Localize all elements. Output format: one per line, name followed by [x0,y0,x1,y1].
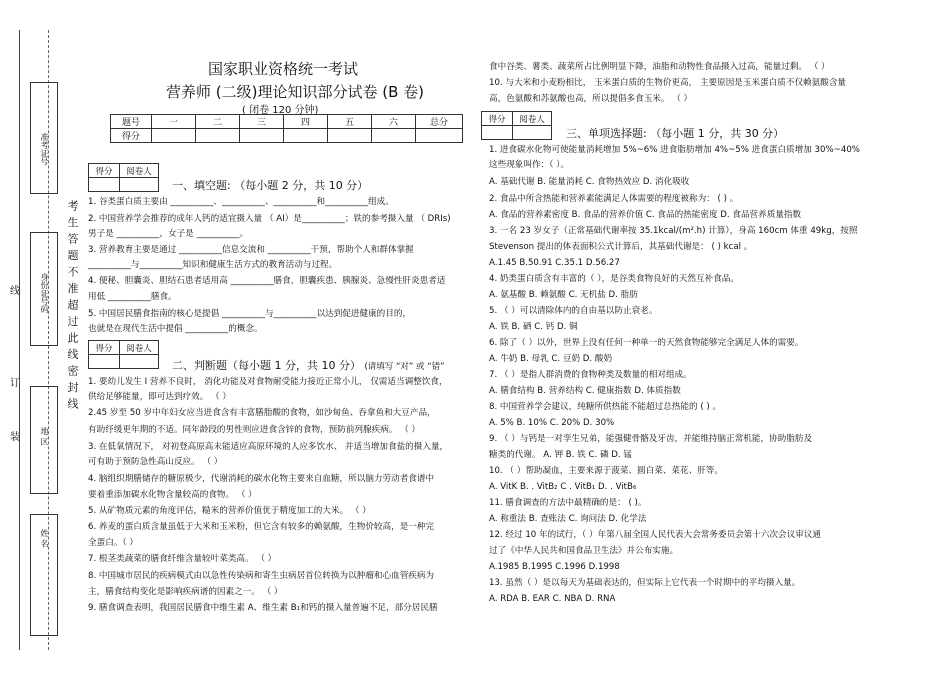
binding-strip [0,0,84,673]
grader-score-cell[interactable] [482,126,513,140]
score-table-score-row [111,129,463,143]
section-title-single-choice: 三、单项选择题: （每小题 1 分，共 30 分） [566,127,785,140]
score-table-header-row [111,115,463,129]
question-line: 可有助于预防急性高山反应。 （ ） [88,457,223,467]
score-cell[interactable] [328,129,372,143]
score-cell[interactable] [196,129,240,143]
exam-id-label: 准考证号 [40,133,49,165]
question-line: 12. 经过 10 年的试行，（ ）年第八届全国人民代表大会常务委员会第十六次会议审议通 [489,530,822,540]
question-line: 3. 在低氧情况下， 对初登高原高未能适应高原环境的人应多饮水、 并适当增加食盐的摄入量， [88,442,449,452]
grader-score-cell[interactable] [89,355,120,369]
score-cell[interactable] [416,129,463,143]
score-table [110,114,463,143]
name-label: 姓 名 [40,529,49,548]
question-line: A. RDA B. EAR C. NBA D. RNA [489,594,616,604]
grader-box [88,163,159,192]
question-line: 8. 中国城市居民的疾病模式由以急性传染病和寄生虫病居首位转换为以肿瘤和心血管疾病为 [88,571,435,581]
grader-name-cell[interactable] [513,126,552,140]
question-line: 3. 一名 23 岁女子（正常基础代谢率按 35.1kcal/(m².h) 计算），身高 160cm 体重 49kg，按照 [489,226,858,236]
question-line: 11. 膳食调查的方法中最精确的是： ( )。 [489,498,647,508]
grader-box [88,340,159,369]
question-line: 3. 营养教育主要是通过 __________信息交流和 __________干预，帮助个人和群体掌握 [88,245,414,255]
question-line: A. 5% B. 10% C. 20% D. 30% [489,418,615,428]
page-title: 国家职业资格统一考试 [208,60,359,78]
question-line: 1. 谷类蛋白质主要由 __________、__________、__________和__________组成。 [88,197,394,207]
cut-char-bind: 订 [10,378,20,389]
grader-score-label: 得分 [482,112,513,126]
question-line: 有助纾缓更年期的不适。同年龄段的男性则应进食含锌的食物，预防前列腺疾病。 （ ） [88,425,421,435]
score-cell[interactable] [372,129,416,143]
grader-score-label: 得分 [89,164,120,178]
question-line: 食中谷类、薯类、蔬菜所占比例明显下降，油脂和动物性食品摄入过高，能量过剩。 （ ） [489,62,830,72]
question-line: 4. 奶类蛋白质含有丰富的（ ），是谷类食物良好的天然互补食品。 [489,274,739,284]
question-line: 6. 除了（ ）以外，世界上没有任何一种单一的天然食物能够完全满足人体的需要。 [489,338,804,348]
question-line: 9. （ ）与钙是一对孪生兄弟，能强健骨骼及牙齿，并能维持脑正常机能，协助脂肪及 [489,434,813,444]
grader-label: 阅卷人 [120,164,159,178]
question-line: 6. 养麦的蛋白质含量虽低于大米和玉米粉，但它含有较多的赖氨酸，生物价较高，是一种完 [88,522,435,532]
question-line: 高，色氨酸和苏氨酸也高，所以提倡多食玉米。 （ ） [489,94,693,104]
question-line: 13. 虽然（ ）是以每天为基础表达的，但实际上它代表一个时期中的平均摄入量。 [489,578,801,588]
question-line: 2. 食品中所含热能和营养素能满足人体需要的程度被称为： ( ) 。 [489,194,739,204]
question-line: A. 食品的营养素密度 B. 食品的营养价值 C. 食品的热能密度 D. 食品营养质量指数 [489,210,802,220]
question-line: 男子是 __________，女子是 __________。 [88,229,249,239]
question-line: 4. 脑组织期膳储存的糖原极少，代谢消耗的碳水化物主要来自血糖，所以脑力劳动者食谱中 [88,474,435,484]
score-header-cell: 五 [328,115,372,129]
grader-name-cell[interactable] [120,178,159,192]
question-line: 7. 根茎类蔬菜的膳食纤维含量较叶菜类高。 （ ） [88,554,277,564]
question-line: A. 牛奶 B. 母乳 C. 豆奶 D. 酸奶 [489,354,613,364]
score-cell[interactable] [240,129,284,143]
grader-box [481,111,552,140]
question-line: A. 膳食结构 B. 营养结构 C. 健康指数 D. 体质指数 [489,386,681,396]
question-line: 1. 要幼儿发生 I 营养不良时， 消化功能及对食物耐受能力接近正常小儿， 仅需适当调整饮食， [88,377,448,387]
grader-score-cell[interactable] [89,178,120,192]
question-line: A. 铁 B. 硒 C. 钙 D. 铜 [489,322,578,332]
question-line: 8. 中国营养学会建议，纯糖所供热能不能超过总热能的 ( ) 。 [489,402,722,412]
cut-char-line: 线 [10,286,20,297]
question-line: 5. 从矿物质元素的角度评估，糙米的营养价值优于精度加工的大米。 （ ） [88,506,371,516]
question-line: 用低 __________膳食。 [88,292,177,302]
question-line: 7. （ ）是指人群消费的食物种类及数量的相对组成。 [489,370,692,380]
score-cell[interactable] [284,129,328,143]
section-note: (请填写 “对” 或 “错” [364,362,445,372]
question-line: 10. （ ）帮助凝血，主要来源于菠菜、圆白菜、菜花、肝等。 [489,466,723,476]
region-label: 地 区 [40,427,49,446]
question-line: 10. 与大米和小麦粉相比， 玉米蛋白质的生物价更高， 主要原因是玉米蛋白质不仅赖氨酸含量 [489,78,847,88]
question-line: A. 称重法 B. 查账法 C. 询问法 D. 化学法 [489,514,647,524]
score-header-cell: 题号 [111,115,152,129]
question-line: 这些现象叫作：（ ）。 [489,160,570,170]
grader-name-cell[interactable] [120,355,159,369]
score-header-cell: 二 [196,115,240,129]
question-line: 2.45 岁至 50 岁中年妇女应当进食含有丰富膳脂酸的食物，如沙甸鱼、吞拿鱼和大豆产品， [88,408,436,418]
question-line: 9. 膳食调查表明，我国居民膳食中维生素 A、维生素 B₁和钙的摄入量普遍不足，部分居民膳 [88,603,438,613]
question-line: 糖类的代谢。 A. 钾 B. 铁 C. 磷 D. 锰 [489,450,632,460]
score-header-cell: 六 [372,115,416,129]
question-line: 要着重添加碳水化物含量较高的食物。 （ ） [88,490,257,500]
score-cell[interactable] [152,129,196,143]
grader-label: 阅卷人 [120,341,159,355]
question-line: 4. 便秘、胆囊炎、胆结石患者适用高 __________膳食，胆囊疾患、胰腺炎、急慢性肝炎患者适 [88,276,446,286]
question-line: 主，膳食结构变化是影响疾病谱的因素之一。 （ ） [88,587,283,597]
score-header-cell: 总分 [416,115,463,129]
question-line: A. 氨基酸 B. 赖氨酸 C. 无机盐 D. 脂肪 [489,290,638,300]
question-line: 全蛋白。（ ） [88,538,138,548]
score-header-cell: 三 [240,115,284,129]
question-line: __________与__________知识和健康生活方式的教育活动与过程。 [88,260,338,270]
question-line: 5. 中国居民膳食指南的核心是提倡 __________与__________以达到促进健康的目的， [88,309,412,319]
exam-id-box [30,82,58,194]
score-header-cell: 一 [152,115,196,129]
region-box [30,386,58,494]
question-line: 1. 进食碳水化物可使能量消耗增加 5%~6% 进食脂肪增加 4%~5% 进食蛋白质增加 30%~40% [489,145,860,155]
seal-warning: 考 生 答 题 不 准 超 过 此 线 密 封 线 [66,200,79,410]
binding-line [19,30,20,650]
question-line: A. 基础代谢 B. 能量消耗 C. 食物热效应 D. 消化吸收 [489,177,690,187]
id-number-box [30,232,58,346]
name-box [30,514,58,636]
section-title-fill-blank: 一、填空题: （每小题 2 分，共 10 分） [172,179,369,192]
grader-score-label: 得分 [89,341,120,355]
question-line: 5. （ ）可以清除体内的自由基以防止衰老。 [489,306,658,316]
question-line: A.1.45 B.50.91 C.35.1 D.56.27 [489,258,620,268]
grader-label: 阅卷人 [513,112,552,126]
score-header-cell: 四 [284,115,328,129]
section-title-true-false [172,357,445,373]
id-number-label: 身份证号码 [40,273,49,313]
cut-char-pack: 装 [10,432,20,443]
question-line: 也就是在现代生活中提倡 __________的概念。 [88,324,263,334]
question-line: 过了《中华人民共和国食品卫生法》并公布实施。 [489,546,679,556]
question-line: A. VitK B. . VitB₂ C . VitB₁ D. . VitB₆ [489,482,637,492]
question-line: A.1985 B.1995 C.1996 D.1998 [489,562,620,572]
exam-subtitle: 营养师 (二级)理论知识部分试卷 (B 卷) [166,83,425,101]
score-row-label: 得分 [111,129,152,143]
question-line: 2. 中国营养学会推荐的成年人钙的适宜摄入量 （ AI）是__________；铁的参考摄入量 （ DRIs) [88,214,451,224]
question-line: Stevenson 提出的体表面积公式计算后，其基础代谢是： ( ) kcal 。 [489,242,753,252]
exam-info: ( 闭卷 120 分钟) [242,105,319,116]
question-line: 供给足够能量，即可达到疗效。 （ ） [88,392,231,402]
section-title-text: 二、判断题（每小题 1 分，共 10 分） [172,359,361,372]
